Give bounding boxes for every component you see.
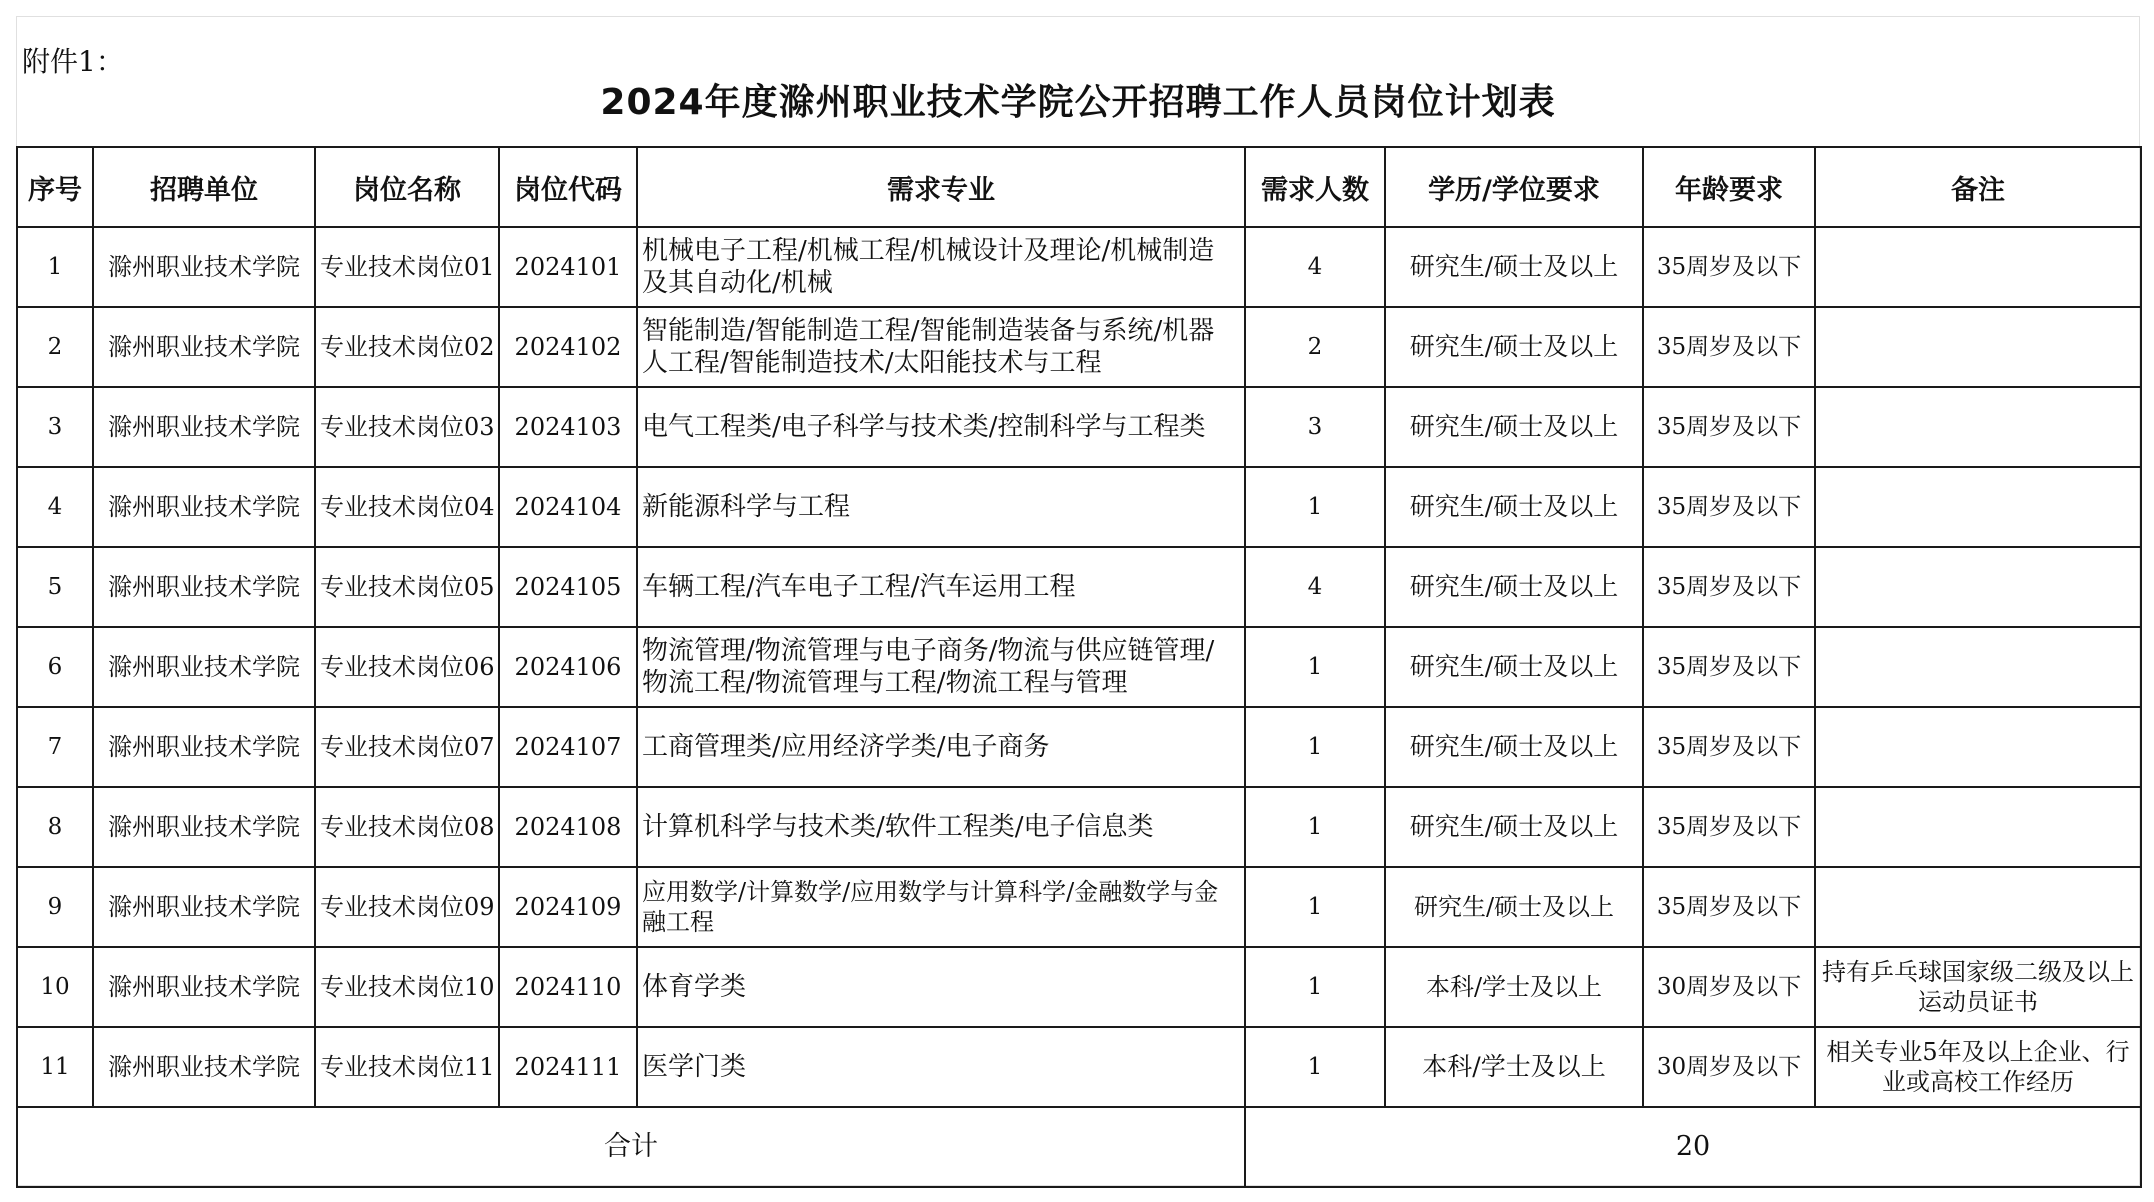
cell-education: 研究生/硕士及以上 <box>1385 627 1643 707</box>
cell-position: 专业技术岗位04 <box>315 467 499 547</box>
header-unit: 招聘单位 <box>93 147 315 227</box>
cell-position: 专业技术岗位08 <box>315 787 499 867</box>
cell-code: 2024101 <box>499 227 637 307</box>
document-title: 2024年度滁州职业技术学院公开招聘工作人员岗位计划表 <box>600 82 1556 123</box>
cell-major: 智能制造/智能制造工程/智能制造装备与系统/机器人工程/智能制造技术/太阳能技术与工程 <box>637 307 1245 387</box>
cell-note <box>1815 787 2141 867</box>
table-row <box>17 307 2141 387</box>
table-row <box>17 707 2141 787</box>
cell-age: 35周岁及以下 <box>1643 867 1815 947</box>
cell-code: 2024105 <box>499 547 637 627</box>
cell-major: 计算机科学与技术类/软件工程类/电子信息类 <box>637 787 1245 867</box>
cell-unit: 滁州职业技术学院 <box>93 387 315 467</box>
cell-code: 2024104 <box>499 467 637 547</box>
header-major: 需求专业 <box>637 147 1245 227</box>
cell-age: 35周岁及以下 <box>1643 467 1815 547</box>
cell-code: 2024107 <box>499 707 637 787</box>
cell-age: 30周岁及以下 <box>1643 1027 1815 1107</box>
cell-unit: 滁州职业技术学院 <box>93 1027 315 1107</box>
cell-unit: 滁州职业技术学院 <box>93 627 315 707</box>
cell-position: 专业技术岗位02 <box>315 307 499 387</box>
cell-major: 车辆工程/汽车电子工程/汽车运用工程 <box>637 547 1245 627</box>
cell-major: 电气工程类/电子科学与技术类/控制科学与工程类 <box>637 387 1245 467</box>
cell-code: 2024103 <box>499 387 637 467</box>
cell-position: 专业技术岗位09 <box>315 867 499 947</box>
total-label: 合计 <box>17 1107 1245 1187</box>
cell-unit: 滁州职业技术学院 <box>93 227 315 307</box>
cell-count: 1 <box>1245 787 1385 867</box>
cell-count: 1 <box>1245 467 1385 547</box>
cell-major: 医学门类 <box>637 1027 1245 1107</box>
cell-education: 研究生/硕士及以上 <box>1385 307 1643 387</box>
cell-position: 专业技术岗位10 <box>315 947 499 1027</box>
cell-code: 2024108 <box>499 787 637 867</box>
total-value: 20 <box>1245 1107 2141 1187</box>
cell-no: 1 <box>17 227 93 307</box>
cell-major: 体育学类 <box>637 947 1245 1027</box>
table-total-row <box>17 1107 2141 1187</box>
cell-education: 研究生/硕士及以上 <box>1385 867 1643 947</box>
cell-position: 专业技术岗位06 <box>315 627 499 707</box>
cell-no: 8 <box>17 787 93 867</box>
header-position: 岗位名称 <box>315 147 499 227</box>
cell-age: 35周岁及以下 <box>1643 307 1815 387</box>
cell-code: 2024110 <box>499 947 637 1027</box>
cell-age: 35周岁及以下 <box>1643 547 1815 627</box>
cell-education: 研究生/硕士及以上 <box>1385 787 1643 867</box>
cell-unit: 滁州职业技术学院 <box>93 467 315 547</box>
cell-position: 专业技术岗位05 <box>315 547 499 627</box>
table-row <box>17 467 2141 547</box>
cell-position: 专业技术岗位01 <box>315 227 499 307</box>
cell-note <box>1815 227 2141 307</box>
cell-count: 3 <box>1245 387 1385 467</box>
cell-position: 专业技术岗位11 <box>315 1027 499 1107</box>
cell-unit: 滁州职业技术学院 <box>93 307 315 387</box>
cell-no: 7 <box>17 707 93 787</box>
cell-count: 1 <box>1245 707 1385 787</box>
cell-position: 专业技术岗位03 <box>315 387 499 467</box>
cell-note <box>1815 627 2141 707</box>
cell-no: 3 <box>17 387 93 467</box>
cell-count: 4 <box>1245 547 1385 627</box>
table-row <box>17 867 2141 947</box>
cell-note <box>1815 867 2141 947</box>
cell-note <box>1815 707 2141 787</box>
recruitment-plan-table <box>16 146 2142 1188</box>
cell-count: 1 <box>1245 1027 1385 1107</box>
table-row <box>17 547 2141 627</box>
table-row <box>17 1027 2141 1107</box>
cell-note: 持有乒乓球国家级二级及以上运动员证书 <box>1815 947 2141 1027</box>
cell-education: 研究生/硕士及以上 <box>1385 707 1643 787</box>
cell-position: 专业技术岗位07 <box>315 707 499 787</box>
cell-code: 2024106 <box>499 627 637 707</box>
cell-major: 新能源科学与工程 <box>637 467 1245 547</box>
cell-age: 30周岁及以下 <box>1643 947 1815 1027</box>
cell-major: 机械电子工程/机械工程/机械设计及理论/机械制造及其自动化/机械 <box>637 227 1245 307</box>
table-row <box>17 947 2141 1027</box>
cell-education: 研究生/硕士及以上 <box>1385 547 1643 627</box>
table-row <box>17 627 2141 707</box>
table-header-row <box>17 147 2141 227</box>
cell-education: 本科/学士及以上 <box>1385 1027 1643 1107</box>
cell-count: 1 <box>1245 867 1385 947</box>
cell-note <box>1815 467 2141 547</box>
header-no: 序号 <box>17 147 93 227</box>
cell-unit: 滁州职业技术学院 <box>93 547 315 627</box>
cell-age: 35周岁及以下 <box>1643 387 1815 467</box>
cell-count: 2 <box>1245 307 1385 387</box>
cell-unit: 滁州职业技术学院 <box>93 707 315 787</box>
cell-education: 研究生/硕士及以上 <box>1385 227 1643 307</box>
table-row <box>17 787 2141 867</box>
cell-no: 2 <box>17 307 93 387</box>
cell-education: 研究生/硕士及以上 <box>1385 467 1643 547</box>
cell-no: 5 <box>17 547 93 627</box>
cell-no: 11 <box>17 1027 93 1107</box>
cell-note <box>1815 387 2141 467</box>
cell-age: 35周岁及以下 <box>1643 227 1815 307</box>
cell-code: 2024111 <box>499 1027 637 1107</box>
cell-major: 物流管理/物流管理与电子商务/物流与供应链管理/物流工程/物流管理与工程/物流工程与管理 <box>637 627 1245 707</box>
cell-no: 4 <box>17 467 93 547</box>
cell-count: 1 <box>1245 947 1385 1027</box>
cell-count: 4 <box>1245 227 1385 307</box>
table-row <box>17 227 2141 307</box>
cell-code: 2024109 <box>499 867 637 947</box>
cell-unit: 滁州职业技术学院 <box>93 787 315 867</box>
header-note: 备注 <box>1815 147 2141 227</box>
header-age: 年龄要求 <box>1643 147 1815 227</box>
cell-education: 研究生/硕士及以上 <box>1385 387 1643 467</box>
table-row <box>17 387 2141 467</box>
header-code: 岗位代码 <box>499 147 637 227</box>
cell-unit: 滁州职业技术学院 <box>93 947 315 1027</box>
cell-major: 工商管理类/应用经济学类/电子商务 <box>637 707 1245 787</box>
cell-major: 应用数学/计算数学/应用数学与计算科学/金融数学与金融工程 <box>637 867 1245 947</box>
header-education: 学历/学位要求 <box>1385 147 1643 227</box>
cell-count: 1 <box>1245 627 1385 707</box>
cell-age: 35周岁及以下 <box>1643 627 1815 707</box>
cell-code: 2024102 <box>499 307 637 387</box>
cell-no: 9 <box>17 867 93 947</box>
attachment-label: 附件1： <box>22 45 124 78</box>
cell-age: 35周岁及以下 <box>1643 787 1815 867</box>
header-count: 需求人数 <box>1245 147 1385 227</box>
cell-note <box>1815 547 2141 627</box>
cell-age: 35周岁及以下 <box>1643 707 1815 787</box>
cell-no: 10 <box>17 947 93 1027</box>
cell-unit: 滁州职业技术学院 <box>93 867 315 947</box>
cell-note <box>1815 307 2141 387</box>
cell-note: 相关专业5年及以上企业、行业或高校工作经历 <box>1815 1027 2141 1107</box>
cell-education: 本科/学士及以上 <box>1385 947 1643 1027</box>
cell-no: 6 <box>17 627 93 707</box>
